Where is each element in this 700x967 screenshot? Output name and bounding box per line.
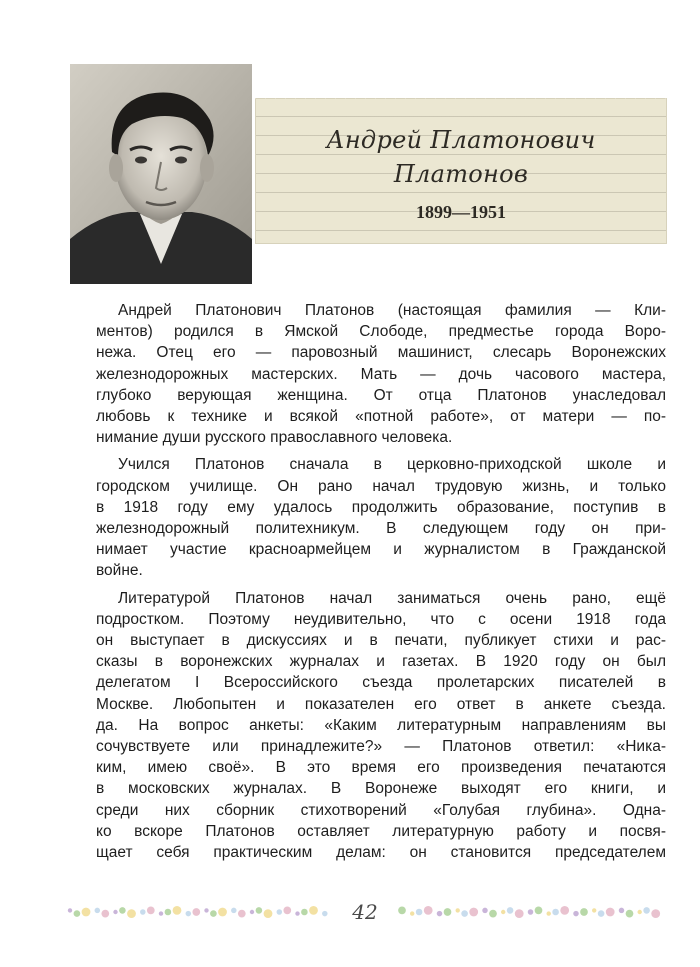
ornament-dot xyxy=(210,910,217,917)
ornament-dot xyxy=(444,908,452,916)
ornament-dot xyxy=(277,909,283,915)
ornament-dot xyxy=(295,911,299,915)
author-name-first-line: Андрей Платонович xyxy=(326,126,596,154)
ornament-dot xyxy=(127,909,136,918)
ornament-dot xyxy=(301,909,308,916)
text-line: делегатом I Всероссийского съезда пролетарских писателей в xyxy=(96,674,666,692)
ornament-dot xyxy=(515,909,524,918)
text-line: нежа. Отец его — паровозный машинист, слесарь Воронежских xyxy=(96,344,666,362)
ornament-dot xyxy=(264,909,273,918)
ornament-dot xyxy=(489,910,497,918)
text-line: сочувствуете или принадлежите?» — Платонов ответил: «Ника- xyxy=(96,738,666,756)
text-line: глубоко верующая женщина. От отца Платонов унаследовал xyxy=(96,386,666,404)
biography-text xyxy=(96,300,666,869)
paragraph xyxy=(96,588,666,864)
text-line: любовь к технике и всякой «потной работе», от матери — по- xyxy=(96,408,666,426)
ornament-dot xyxy=(651,909,660,918)
text-line: он выступает в дискуссиях и в печати, публикует стихи и рас- xyxy=(96,632,666,650)
author-name-second-line: Платонов xyxy=(393,160,529,188)
author-portrait xyxy=(70,64,252,284)
text-line: среди них сборник стихотворений «Голубая глубина». Однa- xyxy=(96,801,666,819)
portrait-photo xyxy=(70,64,252,284)
ornament-dot xyxy=(113,910,117,914)
ornament-dot xyxy=(250,910,254,914)
ornament-dot xyxy=(547,911,551,915)
ornament-dot xyxy=(231,908,237,914)
ornament-dot xyxy=(638,910,642,914)
ornament-dot xyxy=(507,907,514,914)
text-line: войне. xyxy=(96,562,143,580)
ornament-dot xyxy=(535,907,543,915)
ornament-dot xyxy=(416,909,423,916)
dotted-ornament-right xyxy=(398,905,664,919)
ornament-dot xyxy=(192,908,200,916)
ornament-dot xyxy=(165,909,172,916)
text-line: сказы в воронежских журналах и газетах. В 1920 году он был xyxy=(96,653,666,671)
ornament-dot xyxy=(322,911,328,917)
ornament-dot xyxy=(606,908,615,917)
ornament-dot xyxy=(424,906,433,915)
text-line: Литературой Платонов начал заниматься очень рано, ещё xyxy=(118,589,666,607)
text-line: ким, имею своё». В это время его произведения печатаются xyxy=(96,759,666,777)
text-line: железнодорожных мастерских. Мать — дочь часового мастера, xyxy=(96,365,666,383)
ornament-dot xyxy=(147,907,155,915)
ornament-dot xyxy=(186,911,192,917)
text-line: ментов) родился в Ямской Слободе, предместье города Воро- xyxy=(96,323,666,341)
ornament-dot xyxy=(398,907,406,915)
text-line: железнодорожный политехникум. В следующем году он при- xyxy=(96,520,666,538)
text-line: щает себя практическим делам: он становится председателем xyxy=(96,844,666,862)
text-line: подростком. Поэтому неудивительно, что с осени 1918 года xyxy=(96,610,666,628)
ornament-dot xyxy=(82,908,91,917)
ornament-dot xyxy=(74,910,81,917)
text-line: ко вскоре Платонов оставляет литературную работу и посвя- xyxy=(96,822,666,840)
ornament-dot xyxy=(101,910,109,918)
ornament-dot xyxy=(592,908,596,912)
ornament-dot xyxy=(552,909,559,916)
ornament-dot xyxy=(95,908,101,914)
paragraph xyxy=(96,454,666,581)
paragraph xyxy=(96,300,666,448)
ornament-dot xyxy=(238,910,246,918)
ornament-dot xyxy=(410,911,414,915)
text-line: городском училище. Он рано начал трудовую жизнь, и только xyxy=(96,477,666,495)
ornament-dot xyxy=(283,907,291,915)
text-line: нимает участие красноармейцем и журналистом в Гражданской xyxy=(96,541,666,559)
text-line: да. На вопрос анкеты: «Каким литературным направлениям вы xyxy=(96,716,666,734)
ornament-dot xyxy=(256,907,263,914)
text-line: в 1918 году ему удалось продолжить образование, поступив в xyxy=(96,498,666,516)
ornament-dot xyxy=(598,910,605,917)
ornament-dot xyxy=(482,908,488,914)
text-line: Андрей Платонович Платонов (настоящая фамилия — Кли- xyxy=(118,302,666,319)
ornament-dot xyxy=(626,910,634,918)
ornament-dot xyxy=(204,908,208,912)
ornament-dot xyxy=(469,908,478,917)
ornament-dot xyxy=(218,908,227,917)
ornament-dot xyxy=(309,906,318,915)
ornament-dot xyxy=(173,906,182,915)
ornament-dot xyxy=(456,908,460,912)
ornament-dot xyxy=(140,909,146,915)
dotted-ornament-left xyxy=(66,905,336,919)
text-line: в московских журналах. В Воронеже выходят его книги, и xyxy=(96,780,666,798)
ornament-dot xyxy=(68,908,72,912)
ornament-dot xyxy=(159,911,163,915)
ornament-dot xyxy=(461,910,468,917)
text-line: Москве. Любопытен и показателен его ответ в анкете съезда. xyxy=(96,695,666,713)
ornament-dot xyxy=(580,908,588,916)
author-years: 1899—1951 xyxy=(416,202,506,222)
author-name-card xyxy=(255,98,667,244)
text-line: нимание души русского православного человека. xyxy=(96,429,453,447)
ornament-dot xyxy=(619,908,625,914)
ornament-dot xyxy=(437,911,443,917)
text-line: Учился Платонов сначала в церковно-приходской школе и xyxy=(118,456,666,474)
ornament-dot xyxy=(501,910,505,914)
ornament-dot xyxy=(573,911,579,917)
page-number: 42 xyxy=(352,900,378,924)
ornament-dot xyxy=(560,906,569,915)
ornament-dot xyxy=(643,907,650,914)
ornament-dot xyxy=(528,909,534,915)
ornament-dot xyxy=(119,907,126,914)
